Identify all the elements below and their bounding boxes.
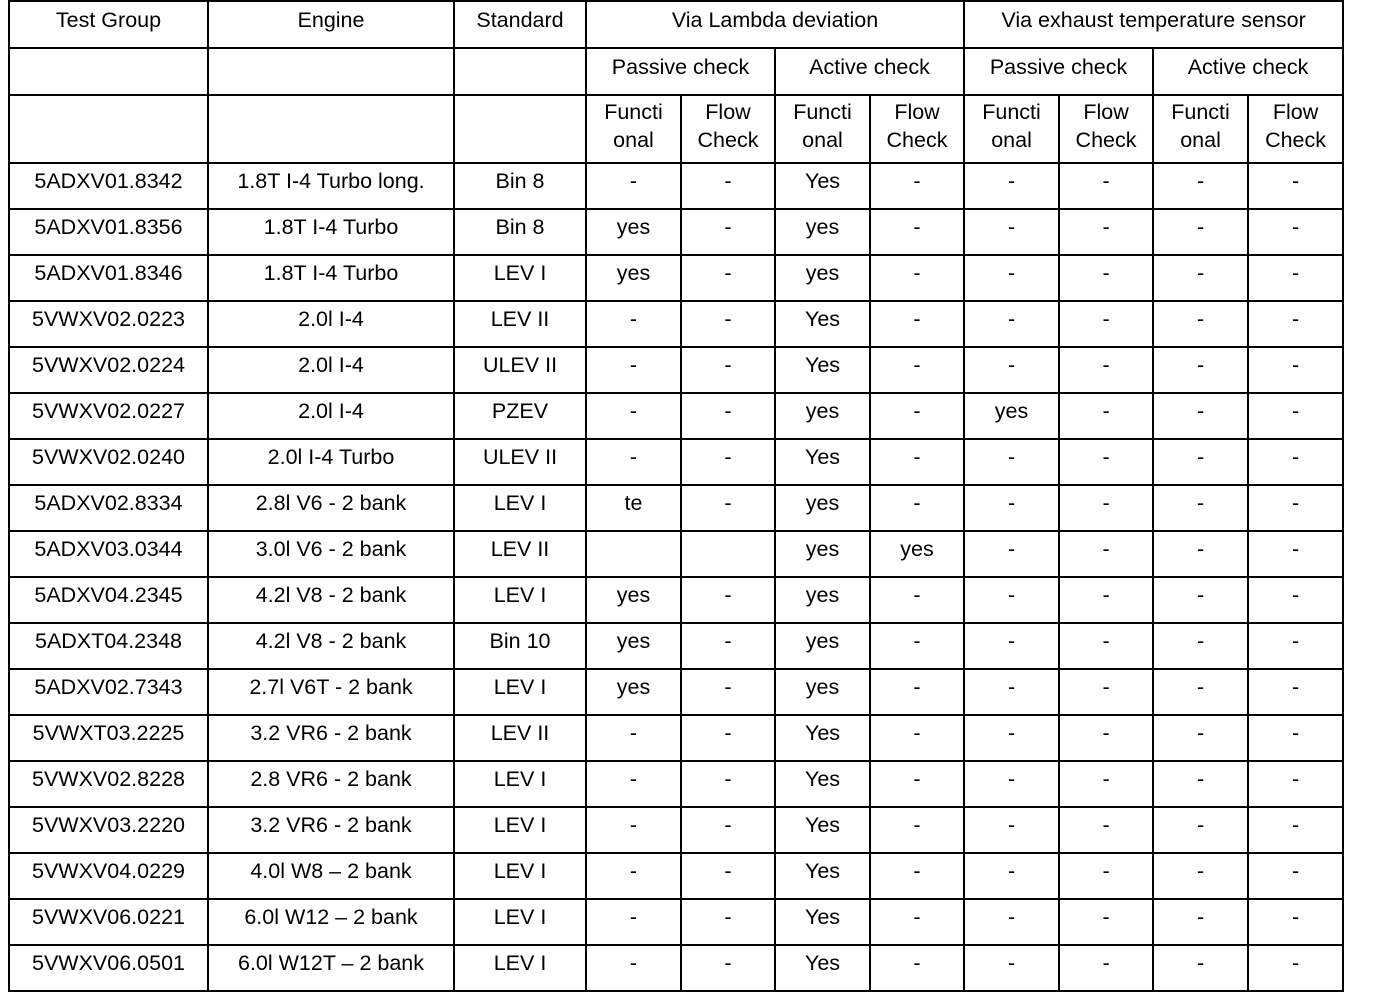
cell-check-value: Yes — [775, 715, 870, 761]
cell-check-value: Yes — [775, 853, 870, 899]
cell-standard: LEV I — [454, 255, 586, 301]
cell-check-value: - — [681, 899, 775, 945]
cell-check-value: - — [1059, 163, 1153, 209]
cell-check-value: - — [586, 347, 681, 393]
table-row — [9, 163, 1343, 209]
cell-test-group: 5VWXV03.2220 — [9, 807, 208, 853]
header-blank-cell — [208, 48, 454, 95]
cell-test-group: 5VWXT03.2225 — [9, 715, 208, 761]
cell-check-value: - — [964, 485, 1059, 531]
cell-check-value: yes — [775, 577, 870, 623]
cell-test-group: 5VWXV02.0224 — [9, 347, 208, 393]
cell-standard: LEV I — [454, 669, 586, 715]
cell-engine: 4.2l V8 - 2 bank — [208, 623, 454, 669]
cell-test-group: 5ADXV04.2345 — [9, 577, 208, 623]
cell-check-value: yes — [586, 209, 681, 255]
cell-standard: LEV I — [454, 577, 586, 623]
cell-engine: 2.0l I-4 — [208, 393, 454, 439]
cell-check-value: yes — [586, 255, 681, 301]
table-row — [9, 715, 1343, 761]
header-via-lambda: Via Lambda deviation — [586, 1, 964, 48]
cell-check-value: - — [681, 623, 775, 669]
cell-check-value: - — [1248, 807, 1343, 853]
header-functional-line1: Functi — [793, 100, 852, 124]
header-row-1 — [9, 1, 1343, 48]
cell-check-value: - — [681, 393, 775, 439]
header-flow-line2: Check — [1265, 128, 1327, 152]
cell-test-group: 5ADXV02.7343 — [9, 669, 208, 715]
header-flow-line1: Flow — [1272, 100, 1319, 124]
cell-test-group: 5VWXV04.0229 — [9, 853, 208, 899]
cell-standard: LEV I — [454, 853, 586, 899]
table-row — [9, 577, 1343, 623]
header-lambda-passive: Passive check — [586, 48, 775, 95]
cell-test-group: 5VWXV06.0221 — [9, 899, 208, 945]
cell-check-value: - — [964, 853, 1059, 899]
header-lambda-active: Active check — [775, 48, 964, 95]
cell-check-value: yes — [586, 577, 681, 623]
header-flow-line1: Flow — [1083, 100, 1129, 124]
cell-check-value: - — [1248, 485, 1343, 531]
header-via-exhaust: Via exhaust temperature sensor — [964, 1, 1343, 48]
cell-engine: 2.0l I-4 — [208, 301, 454, 347]
header-flow-line1: Flow — [705, 100, 751, 124]
cell-engine: 1.8T I-4 Turbo — [208, 255, 454, 301]
cell-check-value: - — [1248, 761, 1343, 807]
cell-standard: Bin 8 — [454, 163, 586, 209]
cell-check-value: - — [870, 347, 964, 393]
cell-check-value: - — [870, 485, 964, 531]
cell-check-value: - — [681, 209, 775, 255]
cell-check-value: - — [964, 669, 1059, 715]
cell-check-value: - — [1153, 853, 1248, 899]
cell-check-value: - — [1248, 853, 1343, 899]
cell-test-group: 5ADXV01.8342 — [9, 163, 208, 209]
cell-check-value: - — [1059, 623, 1153, 669]
cell-engine: 2.7l V6T - 2 bank — [208, 669, 454, 715]
header-flow-check — [870, 95, 964, 163]
header-flow-check — [1059, 95, 1153, 163]
cell-check-value: - — [964, 577, 1059, 623]
cell-standard: LEV I — [454, 807, 586, 853]
header-row-3 — [9, 95, 1343, 163]
cell-check-value: - — [681, 945, 775, 991]
cell-check-value: - — [964, 623, 1059, 669]
cell-check-value — [586, 531, 681, 577]
cell-engine: 3.0l V6 - 2 bank — [208, 531, 454, 577]
header-test-group: Test Group — [9, 1, 208, 48]
cell-check-value: - — [1248, 899, 1343, 945]
header-exhaust-passive: Passive check — [964, 48, 1153, 95]
cell-engine: 1.8T I-4 Turbo long. — [208, 163, 454, 209]
cell-check-value: - — [870, 577, 964, 623]
monitoring-table — [8, 0, 1344, 992]
cell-check-value: - — [1059, 439, 1153, 485]
cell-check-value: - — [681, 163, 775, 209]
table-row — [9, 301, 1343, 347]
cell-check-value: - — [586, 761, 681, 807]
cell-check-value: - — [1248, 393, 1343, 439]
cell-check-value: - — [1059, 255, 1153, 301]
cell-check-value: - — [1248, 301, 1343, 347]
cell-engine: 2.8l V6 - 2 bank — [208, 485, 454, 531]
header-blank-cell — [454, 48, 586, 95]
cell-check-value: - — [1153, 945, 1248, 991]
cell-test-group: 5VWXV02.0240 — [9, 439, 208, 485]
header-functional-line2: onal — [613, 128, 654, 152]
cell-check-value: - — [964, 255, 1059, 301]
cell-check-value: - — [1248, 669, 1343, 715]
cell-standard: LEV I — [454, 899, 586, 945]
cell-check-value: - — [1153, 669, 1248, 715]
cell-standard: LEV I — [454, 945, 586, 991]
cell-check-value: - — [1153, 761, 1248, 807]
cell-check-value: yes — [870, 531, 964, 577]
cell-check-value: - — [681, 577, 775, 623]
cell-standard: ULEV II — [454, 439, 586, 485]
cell-check-value: - — [870, 623, 964, 669]
cell-check-value: - — [870, 393, 964, 439]
cell-check-value: - — [1059, 853, 1153, 899]
cell-test-group: 5ADXV01.8356 — [9, 209, 208, 255]
cell-check-value: - — [870, 163, 964, 209]
cell-standard: Bin 10 — [454, 623, 586, 669]
cell-check-value: - — [586, 899, 681, 945]
cell-check-value: - — [870, 439, 964, 485]
cell-check-value: yes — [775, 485, 870, 531]
cell-check-value: - — [586, 945, 681, 991]
header-flow-check — [1248, 95, 1343, 163]
cell-engine: 3.2 VR6 - 2 bank — [208, 807, 454, 853]
cell-check-value: - — [586, 301, 681, 347]
cell-check-value: - — [1248, 209, 1343, 255]
cell-check-value: - — [964, 209, 1059, 255]
cell-check-value: - — [1059, 531, 1153, 577]
header-blank-cell — [9, 95, 208, 163]
cell-check-value: - — [1153, 209, 1248, 255]
header-engine: Engine — [208, 1, 454, 48]
cell-engine: 6.0l W12 – 2 bank — [208, 899, 454, 945]
cell-check-value: - — [870, 761, 964, 807]
cell-engine: 2.8 VR6 - 2 bank — [208, 761, 454, 807]
cell-check-value: - — [1153, 393, 1248, 439]
cell-standard: Bin 8 — [454, 209, 586, 255]
cell-check-value: - — [870, 715, 964, 761]
table-row — [9, 347, 1343, 393]
cell-check-value: - — [681, 807, 775, 853]
cell-test-group: 5VWXV02.0223 — [9, 301, 208, 347]
table-row — [9, 393, 1343, 439]
header-functional-line1: Functi — [604, 100, 663, 124]
cell-check-value: - — [964, 301, 1059, 347]
cell-check-value: - — [870, 945, 964, 991]
cell-check-value: - — [681, 439, 775, 485]
table-row — [9, 623, 1343, 669]
cell-test-group: 5ADXT04.2348 — [9, 623, 208, 669]
table-row — [9, 761, 1343, 807]
table-row — [9, 531, 1343, 577]
cell-engine: 1.8T I-4 Turbo — [208, 209, 454, 255]
cell-check-value: - — [1059, 945, 1153, 991]
cell-check-value: - — [964, 531, 1059, 577]
header-functional — [964, 95, 1059, 163]
header-flow-line1: Flow — [894, 100, 940, 124]
header-blank-cell — [208, 95, 454, 163]
cell-check-value: - — [1153, 347, 1248, 393]
cell-check-value: - — [681, 669, 775, 715]
table-row — [9, 669, 1343, 715]
cell-check-value: - — [1248, 347, 1343, 393]
cell-check-value: Yes — [775, 163, 870, 209]
cell-check-value: - — [1059, 715, 1153, 761]
cell-engine: 2.0l I-4 — [208, 347, 454, 393]
cell-check-value: - — [1153, 899, 1248, 945]
cell-check-value: - — [964, 807, 1059, 853]
cell-check-value: - — [681, 853, 775, 899]
cell-check-value: - — [964, 163, 1059, 209]
header-functional-line2: onal — [1180, 128, 1221, 152]
cell-test-group: 5ADXV02.8334 — [9, 485, 208, 531]
cell-check-value: yes — [775, 255, 870, 301]
cell-check-value: - — [681, 255, 775, 301]
cell-check-value: - — [1059, 807, 1153, 853]
cell-check-value: - — [1059, 761, 1153, 807]
cell-check-value: - — [1153, 623, 1248, 669]
cell-check-value: - — [1153, 531, 1248, 577]
cell-check-value: - — [1059, 577, 1153, 623]
cell-check-value: - — [1153, 807, 1248, 853]
cell-engine: 2.0l I-4 Turbo — [208, 439, 454, 485]
cell-check-value: - — [870, 301, 964, 347]
cell-standard: LEV II — [454, 715, 586, 761]
cell-check-value: - — [870, 899, 964, 945]
cell-standard: PZEV — [454, 393, 586, 439]
cell-check-value: - — [964, 945, 1059, 991]
cell-check-value: - — [1248, 945, 1343, 991]
cell-check-value: Yes — [775, 807, 870, 853]
cell-test-group: 5VWXV02.0227 — [9, 393, 208, 439]
cell-engine: 4.2l V8 - 2 bank — [208, 577, 454, 623]
cell-check-value: - — [1153, 255, 1248, 301]
cell-check-value: - — [586, 439, 681, 485]
header-functional-line2: onal — [991, 128, 1032, 152]
table-row — [9, 255, 1343, 301]
header-flow-line2: Check — [1075, 128, 1137, 152]
cell-check-value: - — [964, 761, 1059, 807]
cell-check-value: - — [1248, 577, 1343, 623]
cell-check-value: - — [586, 393, 681, 439]
cell-check-value: - — [870, 669, 964, 715]
cell-check-value: yes — [586, 669, 681, 715]
cell-check-value: Yes — [775, 301, 870, 347]
cell-check-value: - — [1153, 301, 1248, 347]
table-row — [9, 209, 1343, 255]
cell-check-value: yes — [775, 531, 870, 577]
cell-check-value: - — [964, 347, 1059, 393]
cell-standard: LEV II — [454, 301, 586, 347]
cell-check-value: - — [681, 761, 775, 807]
cell-check-value: Yes — [775, 899, 870, 945]
cell-check-value: - — [1248, 439, 1343, 485]
header-functional-line1: Functi — [982, 100, 1041, 124]
cell-check-value: Yes — [775, 761, 870, 807]
cell-check-value: - — [964, 899, 1059, 945]
header-functional — [775, 95, 870, 163]
cell-test-group: 5VWXV02.8228 — [9, 761, 208, 807]
cell-check-value: - — [681, 715, 775, 761]
cell-check-value: - — [1248, 531, 1343, 577]
header-blank-cell — [454, 95, 586, 163]
header-flow-line2: Check — [886, 128, 948, 152]
cell-check-value: - — [1059, 301, 1153, 347]
cell-check-value — [681, 531, 775, 577]
cell-check-value: - — [870, 807, 964, 853]
cell-standard: LEV I — [454, 761, 586, 807]
cell-check-value: yes — [775, 669, 870, 715]
cell-engine: 4.0l W8 – 2 bank — [208, 853, 454, 899]
cell-check-value: - — [870, 255, 964, 301]
cell-check-value: yes — [775, 209, 870, 255]
table-row — [9, 899, 1343, 945]
cell-check-value: - — [586, 853, 681, 899]
cell-check-value: - — [1059, 485, 1153, 531]
table-row — [9, 853, 1343, 899]
table-row — [9, 807, 1343, 853]
cell-check-value: - — [870, 853, 964, 899]
cell-check-value: - — [586, 715, 681, 761]
cell-check-value: yes — [775, 393, 870, 439]
cell-check-value: - — [1248, 715, 1343, 761]
cell-check-value: - — [1153, 439, 1248, 485]
cell-check-value: - — [681, 301, 775, 347]
cell-check-value: - — [1059, 669, 1153, 715]
cell-engine: 6.0l W12T – 2 bank — [208, 945, 454, 991]
table-row — [9, 945, 1343, 991]
cell-check-value: - — [586, 807, 681, 853]
cell-check-value: - — [1153, 163, 1248, 209]
cell-check-value: Yes — [775, 945, 870, 991]
cell-check-value: - — [1059, 393, 1153, 439]
cell-check-value: - — [681, 485, 775, 531]
cell-check-value: - — [1059, 899, 1153, 945]
cell-standard: LEV II — [454, 531, 586, 577]
cell-check-value: - — [586, 163, 681, 209]
cell-check-value: - — [1153, 577, 1248, 623]
cell-engine: 3.2 VR6 - 2 bank — [208, 715, 454, 761]
cell-standard: ULEV II — [454, 347, 586, 393]
header-flow-line2: Check — [697, 128, 759, 152]
header-flow-check — [681, 95, 775, 163]
cell-test-group: 5ADXV03.0344 — [9, 531, 208, 577]
cell-check-value: - — [1153, 485, 1248, 531]
header-functional — [586, 95, 681, 163]
cell-check-value: - — [1059, 347, 1153, 393]
cell-check-value: - — [964, 715, 1059, 761]
header-blank-cell — [9, 48, 208, 95]
cell-check-value: - — [870, 209, 964, 255]
cell-check-value: yes — [586, 623, 681, 669]
header-standard: Standard — [454, 1, 586, 48]
header-row-2 — [9, 48, 1343, 95]
cell-check-value: Yes — [775, 439, 870, 485]
cell-check-value: yes — [964, 393, 1059, 439]
cell-check-value: - — [681, 347, 775, 393]
cell-check-value: - — [1248, 623, 1343, 669]
cell-check-value: te — [586, 485, 681, 531]
cell-check-value: - — [1059, 209, 1153, 255]
header-functional-line2: onal — [802, 128, 843, 152]
table-row — [9, 439, 1343, 485]
header-functional — [1153, 95, 1248, 163]
cell-check-value: - — [1153, 715, 1248, 761]
header-exhaust-active: Active check — [1153, 48, 1343, 95]
cell-test-group: 5VWXV06.0501 — [9, 945, 208, 991]
cell-check-value: - — [1248, 163, 1343, 209]
cell-test-group: 5ADXV01.8346 — [9, 255, 208, 301]
cell-check-value: - — [964, 439, 1059, 485]
cell-check-value: yes — [775, 623, 870, 669]
cell-standard: LEV I — [454, 485, 586, 531]
cell-check-value: Yes — [775, 347, 870, 393]
table-row — [9, 485, 1343, 531]
cell-check-value: - — [1248, 255, 1343, 301]
header-functional-line1: Functi — [1171, 100, 1230, 124]
